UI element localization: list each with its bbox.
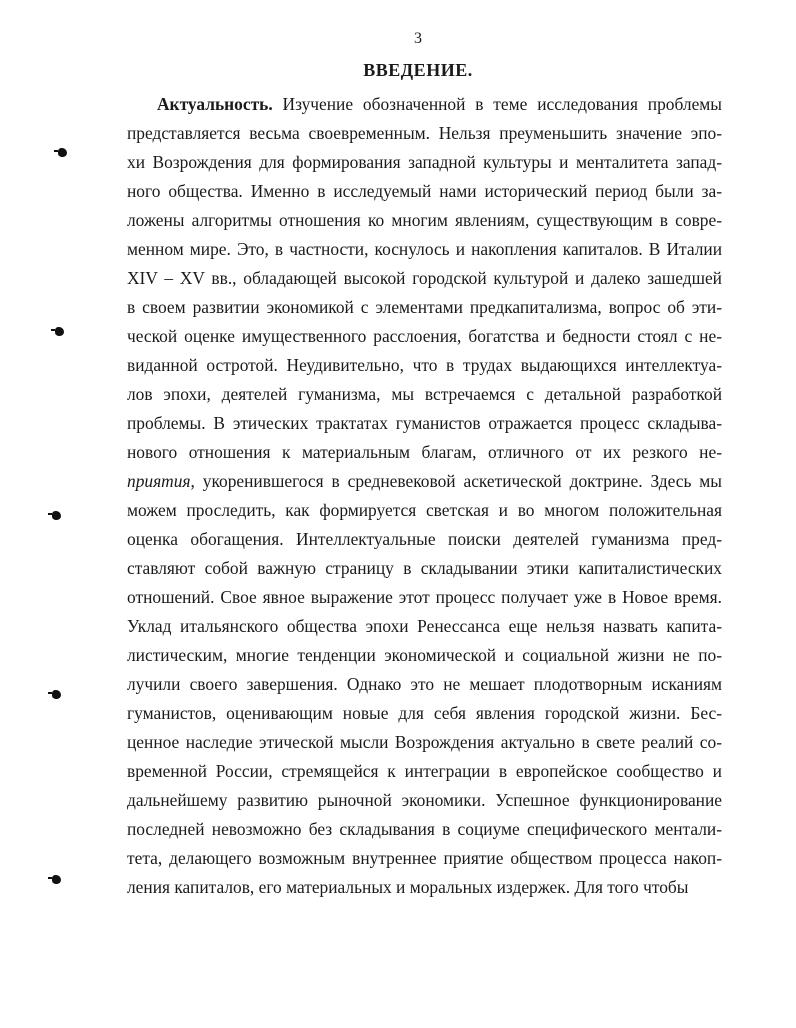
text-line: ческой оценке имущественного расслоения, богатства и бедности стоял с не- bbox=[127, 326, 722, 346]
text-line: ления капиталов, его материальных и моральных издержек. Для того чтобы bbox=[127, 877, 689, 897]
scan-punch-mark bbox=[58, 148, 67, 157]
text-line: оценка обогащения. Интеллектуальные поиски деятелей гуманизма пред- bbox=[127, 529, 722, 549]
text-line: ставляют собой важную страницу в складывании этики капиталистических bbox=[127, 558, 722, 578]
page-number: 3 bbox=[414, 30, 422, 47]
page-title: ВВЕДЕНИЕ. bbox=[363, 60, 473, 80]
text-line: гуманистов, оценивающим новые для себя явления городской жизни. Бес- bbox=[127, 703, 722, 723]
text-line: тета, делающего возможным внутреннее приятие обществом процесса накоп- bbox=[127, 848, 722, 868]
text-line: отношений. Свое явное выражение этот процесс получает уже в Новое время. bbox=[127, 587, 722, 607]
text-line: ценное наследие этической мысли Возрождения актуально в свете реалий со- bbox=[127, 732, 722, 752]
text-line-rest: , укоренившегося в средневековой аскетической доктрине. Здесь мы bbox=[190, 471, 722, 491]
text-line: хи Возрождения для формирования западной культуры и менталитета запад- bbox=[127, 152, 722, 172]
text-line: проблемы. В этических трактатах гуманистов отражается процесс складыва- bbox=[127, 413, 722, 433]
text-line: дальнейшему развитию рыночной экономики. Успешное функционирование bbox=[127, 790, 722, 810]
text-line: нового отношения к материальным благам, отличного от их резкого не- bbox=[127, 442, 722, 462]
text-line: лучили своего завершения. Однако это не мешает плодотворным исканиям bbox=[127, 674, 722, 694]
text-line: временной России, стремящейся к интеграции в европейское сообщество и bbox=[127, 761, 722, 781]
scan-punch-mark bbox=[55, 327, 64, 336]
text-line: в своем развитии экономикой с элементами предкапитализма, вопрос об эти- bbox=[127, 297, 722, 317]
text-line: можем проследить, как формируется светская и во многом положительная bbox=[127, 500, 722, 520]
text-line-italic bbox=[127, 467, 722, 496]
text-line: ного общества. Именно в исследуемый нами исторический период были за- bbox=[127, 181, 722, 201]
scan-punch-mark bbox=[52, 690, 61, 699]
first-line-text: Изучение обозначенной в теме исследования проблемы bbox=[272, 94, 722, 114]
lead-term: Актуальность. bbox=[157, 94, 273, 114]
paragraph-first-line bbox=[127, 90, 722, 119]
scan-punch-mark bbox=[52, 511, 61, 520]
text-line: лов эпохи, деятелей гуманизма, мы встречаемся с детальной разработкой bbox=[127, 384, 722, 404]
text-line: менном мире. Это, в частности, коснулось и накопления капиталов. В Италии bbox=[127, 239, 722, 259]
text-line: представляется весьма своевременным. Нельзя преуменьшить значение эпо- bbox=[127, 123, 722, 143]
text-line: листическим, многие тенденции экономической и социальной жизни не по- bbox=[127, 645, 722, 665]
scan-punch-mark bbox=[52, 875, 61, 884]
body-text bbox=[127, 90, 722, 902]
text-line: Уклад итальянского общества эпохи Ренессанса еще нельзя назвать капита- bbox=[127, 616, 722, 636]
italic-word: приятия bbox=[127, 471, 191, 491]
text-line: XIV – XV вв., обладающей высокой городской культурой и далеко зашедшей bbox=[127, 268, 722, 288]
text-line: последней невозможно без складывания в социуме специфического ментали- bbox=[127, 819, 722, 839]
text-line: ложены алгоритмы отношения ко многим явлениям, существующим в совре- bbox=[127, 210, 722, 230]
text-line: виданной остротой. Неудивительно, что в трудах выдающихся интеллектуа- bbox=[127, 355, 722, 375]
